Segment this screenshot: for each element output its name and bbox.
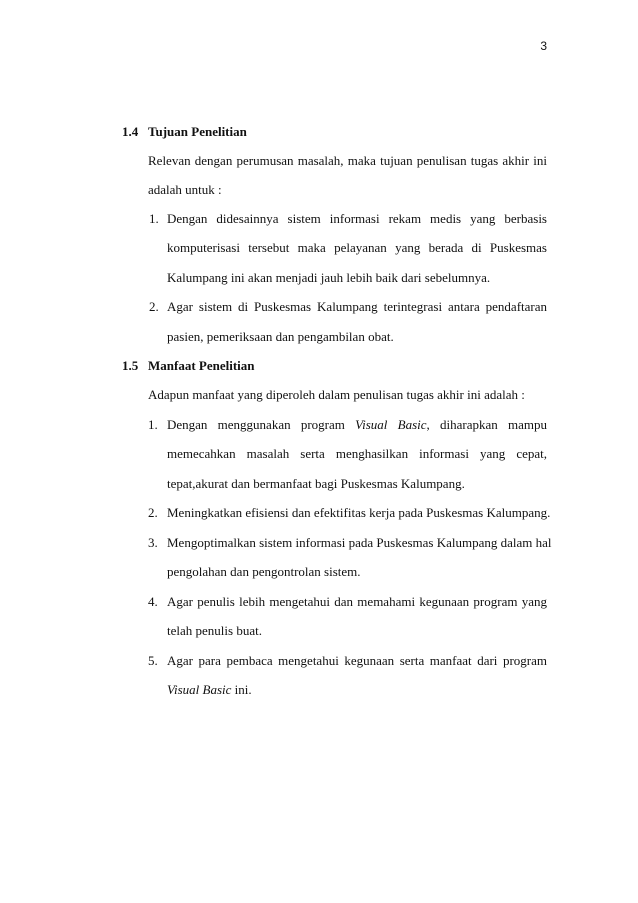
list-marker: 1. bbox=[149, 211, 159, 226]
list-item-line: Kalumpang ini akan menjadi jauh lebih baik dari sebelumnya. bbox=[167, 270, 491, 285]
intro-line: Relevan dengan perumusan masalah, maka tujuan penulisan tugas akhir ini bbox=[148, 153, 547, 168]
list-item-line bbox=[167, 417, 547, 433]
list-item-line: Meningkatkan efisiensi dan efektifitas kerja pada Puskesmas Kalumpang. bbox=[167, 505, 551, 520]
list-marker: 1. bbox=[148, 417, 158, 432]
list-item-line: Agar sistem di Puskesmas Kalumpang terintegrasi antara pendaftaran bbox=[167, 299, 547, 314]
list-marker: 2. bbox=[148, 505, 158, 520]
list-item-line: telah penulis buat. bbox=[167, 623, 262, 638]
list-item-line bbox=[167, 682, 252, 698]
section-title: Tujuan Penelitian bbox=[148, 124, 247, 139]
text-run: Dengan menggunakan program bbox=[167, 417, 356, 432]
list-marker: 4. bbox=[148, 594, 158, 609]
list-marker: 2. bbox=[149, 299, 159, 314]
italic-term: Visual Basic bbox=[355, 417, 427, 432]
list-marker: 5. bbox=[148, 653, 158, 668]
text-run: ini. bbox=[231, 682, 252, 697]
list-item-line: Agar para pembaca mengetahui kegunaan serta manfaat dari program bbox=[167, 653, 547, 668]
section-title: Manfaat Penelitian bbox=[148, 358, 255, 373]
section-heading-1-5 bbox=[122, 358, 255, 374]
list-item-line: memecahkan masalah serta menghasilkan informasi yang cepat, bbox=[167, 446, 547, 461]
page-number: 3 bbox=[540, 39, 547, 53]
list-item-line: pasien, pemeriksaan dan pengambilan obat. bbox=[167, 329, 394, 344]
section-number: 1.4 bbox=[122, 124, 139, 139]
section-number: 1.5 bbox=[122, 358, 139, 373]
list-item-line: pengolahan dan pengontrolan sistem. bbox=[167, 564, 361, 579]
list-item-line: komputerisasi tersebut maka pelayanan yang berada di Puskesmas bbox=[167, 240, 547, 255]
text-run: , diharapkan mampu bbox=[426, 417, 547, 432]
list-marker: 3. bbox=[148, 535, 158, 550]
italic-term: Visual Basic bbox=[167, 682, 232, 697]
list-item-line: Dengan didesainnya sistem informasi rekam medis yang berbasis bbox=[167, 211, 547, 226]
intro-line: adalah untuk : bbox=[148, 182, 222, 197]
intro-line: Adapun manfaat yang diperoleh dalam penulisan tugas akhir ini adalah : bbox=[148, 387, 525, 402]
list-item-line: Mengoptimalkan sistem informasi pada Puskesmas Kalumpang dalam hal bbox=[167, 535, 552, 550]
list-item-line: tepat,akurat dan bermanfaat bagi Puskesmas Kalumpang. bbox=[167, 476, 465, 491]
section-heading-1-4 bbox=[122, 124, 247, 140]
list-item-line: Agar penulis lebih mengetahui dan memahami kegunaan program yang bbox=[167, 594, 547, 609]
